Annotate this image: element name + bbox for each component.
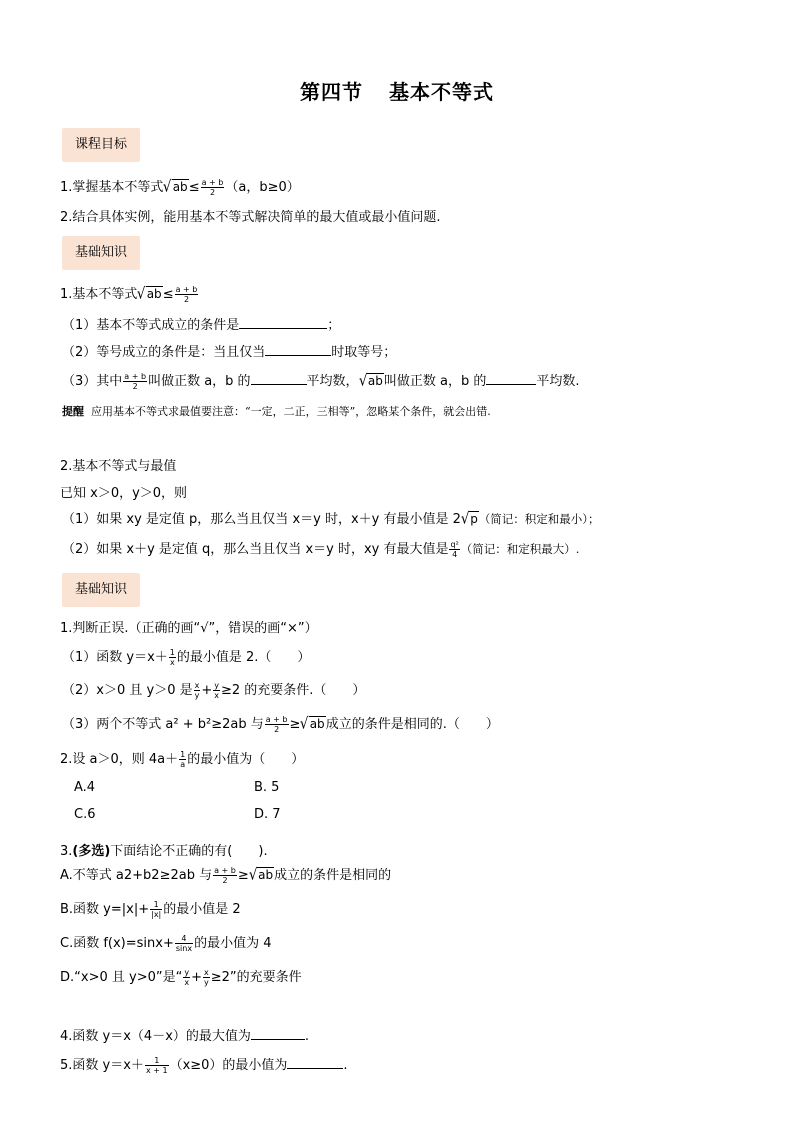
basics-q1: （1）基本不等式成立的条件是 ； [62,318,341,333]
title-part1: 第四节 [300,80,363,104]
page-title [0,76,794,105]
basics-p1: （1）如果 xy 是定值 p，那么当且仅当 x＝y 时，x＋y 有最小值是 2√p（简记：积定和最小）； [62,510,600,529]
objective-2: 2.结合具体实例，能用基本不等式解决简单的最大值或最小值问题. [60,210,441,225]
exercise-3-option-d: D.“x>0 且 y>0”是“ $\frac{y}{x}$ + $\frac{x}{y}$ ≥2”的充要条件 [60,968,302,987]
section-tag-basics: 基础知识 [62,236,140,270]
exercise-5: 5.函数 y＝x＋ $\frac{1}{x + 1}$ （x≥0）的最小值为 . [60,1056,348,1075]
exercise-1-3: （3）两个不等式 a² + b²≥2ab 与 $\frac{a + b}{2}$ ≥√ab成立的条件是相同的.（ ） [62,715,499,734]
exercise-2-option-c: C.6 [74,807,96,822]
exercise-3-option-b: B.函数 y=|x|+ $\frac{1}{|x|}$ 的最小值是 2 [60,900,241,919]
exercise-3-option-c: C.函数 f(x)=sinx+ $\frac{4}{\sin x}$ 的最小值为 4 [60,934,272,953]
exercise-1-1: （1）函数 y＝x＋ $\frac{1}{x}$ 的最小值是 2.（ ） [62,648,311,667]
exercise-3: 3.(多选)下面结论不正确的有( ). [60,844,268,859]
basics-p2: （2）如果 x＋y 是定值 q，那么当且仅当 x＝y 时，xy 有最大值是 $\frac{\text{q²}}{4}$ （简记：和定积最大）. [62,540,580,559]
exercise-2-option-a: A.4 [74,780,96,795]
fraction: $\frac{a + b}{2}$ [201,178,224,197]
basics-heading-2: 2.基本不等式与最值 [60,459,177,474]
exercise-2: 2.设 a＞0，则 4a＋ $\frac{1}{a}$ 的最小值为（ ） [60,750,305,769]
exercise-3-option-a: A.不等式 a2+b2≥2ab 与 $\frac{a + b}{2}$ ≥√ab成立的条件是相同的 [60,866,392,885]
section-tag-objectives: 课程目标 [62,128,140,162]
section-tag-exercises: 基础知识 [62,573,140,607]
exercise-2-option-b: B. 5 [254,780,280,795]
basics-q3: （3）其中 $\frac{a + b}{2}$ 叫做正数 a，b 的 平均数，√ab叫做正数 a，b 的 平均数. [62,372,580,391]
exercise-2-option-d: D. 7 [254,807,281,822]
sqrt-ab: √ab [163,178,188,197]
basics-heading-1: 1.基本不等式√ab≤ $\frac{a + b}{2}$ [60,285,198,304]
title-part2: 基本不等式 [389,80,494,104]
exercise-1-2: （2）x＞0 且 y＞0 是 $\frac{x}{y}$ + $\frac{y}{x}$ ≥2 的充要条件.（ ） [62,681,366,700]
basics-given: 已知 x＞0，y＞0，则 [60,486,188,501]
exercise-1: 1.判断正误.（正确的画“√”，错误的画“×”） [60,621,318,636]
objective-1: 1.掌握基本不等式√ab≤ $\frac{a + b}{2}$ （a，b≥0） [60,178,300,197]
basics-q2: （2）等号成立的条件是：当且仅当 时取等号； [62,345,397,360]
exercise-4: 4.函数 y＝x（4－x）的最大值为 . [60,1029,310,1044]
hint-note: 提醒 应用基本不等式求最值要注意：“一定，二正，三相等”，忽略某个条件，就会出错. [62,405,491,418]
